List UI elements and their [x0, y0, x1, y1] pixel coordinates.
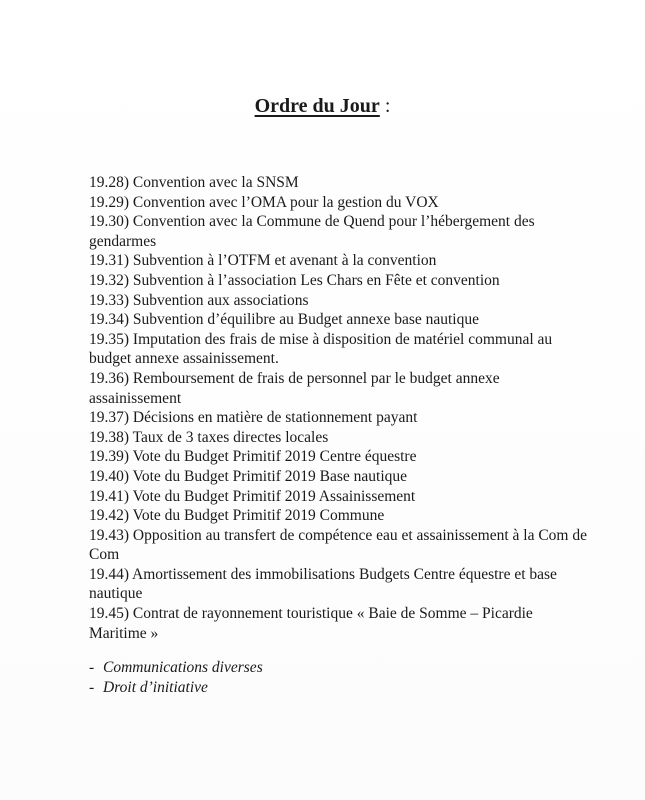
agenda-item: 19.37) Décisions en matière de stationnement payant [89, 409, 418, 427]
agenda-item: 19.29) Convention avec l’OMA pour la gestion du VOX [89, 193, 439, 211]
agenda-item: 19.32) Subvention à l’association Les Chars en Fête et convention [89, 271, 500, 289]
agenda-item: 19.38) Taux de 3 taxes directes locales [89, 428, 329, 446]
extras-item [89, 658, 263, 678]
agenda-item: 19.43) Opposition au transfert de compétence eau et assainissement à la Com de Com [89, 526, 587, 564]
bullet-dash: - [89, 659, 95, 676]
agenda-item: 19.36) Remboursement de frais de personnel par le budget annexe assainissement [89, 369, 500, 407]
extras-item [89, 678, 263, 698]
title-text: Ordre du Jour [254, 95, 380, 117]
agenda-item: 19.39) Vote du Budget Primitif 2019 Centre équestre [89, 448, 417, 466]
agenda-item: 19.34) Subvention d’équilibre au Budget annexe base nautique [89, 311, 479, 329]
agenda-item: 19.45) Contrat de rayonnement touristique « Baie de Somme – Picardie Maritime » [89, 605, 533, 642]
agenda-list [89, 173, 594, 643]
bullet-dash: - [89, 678, 95, 696]
extras-item-text: Droit d’initiative [103, 678, 208, 696]
agenda-item: 19.40) Vote du Budget Primitif 2019 Base nautique [89, 467, 408, 485]
title-colon: : [384, 95, 391, 117]
agenda-item: 19.42) Vote du Budget Primitif 2019 Commune [89, 507, 385, 525]
agenda-item: 19.30) Convention avec la Commune de Quend pour l’hébergement des gendarmes [89, 213, 535, 250]
agenda-item: 19.35) Imputation des frais de mise à disposition de matériel communal au budget annexe assainissement. [89, 330, 553, 368]
extras-list [89, 658, 263, 697]
extras-item-text: Communications diverses [103, 659, 263, 676]
page-title [0, 93, 645, 119]
agenda-item: 19.44) Amortissement des immobilisations Budgets Centre équestre et base nautique [89, 565, 557, 603]
agenda-item: 19.41) Vote du Budget Primitif 2019 Assainissement [89, 487, 416, 505]
agenda-item: 19.33) Subvention aux associations [89, 291, 309, 309]
agenda-item: 19.28) Convention avec la SNSM [89, 174, 299, 191]
agenda-item: 19.31) Subvention à l’OTFM et avenant à la convention [89, 252, 437, 270]
